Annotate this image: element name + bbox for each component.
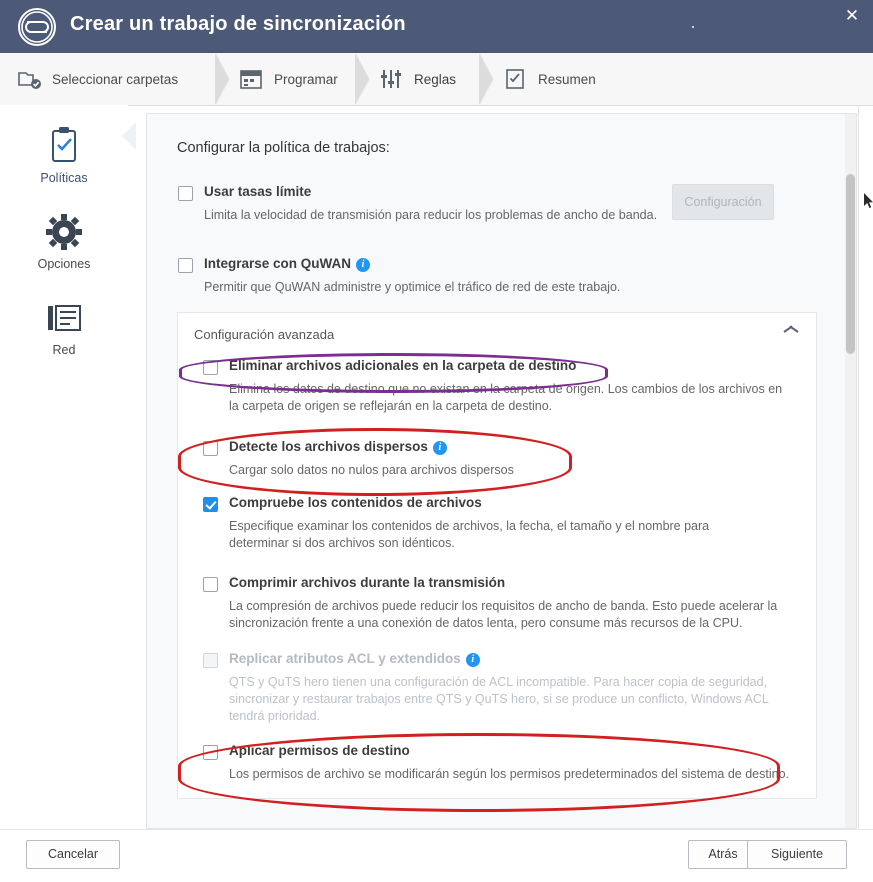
network-icon <box>0 297 128 339</box>
step-programar[interactable] <box>238 53 338 105</box>
step-label: Resumen <box>538 71 596 87</box>
step-label: Programar <box>274 71 338 87</box>
step-label: Reglas <box>414 71 457 87</box>
checkbox-integrarse-quwan[interactable] <box>178 258 193 273</box>
sliders-icon <box>378 66 404 92</box>
option-description: Especifique examinar los contenidos de archivos, la fecha, el tamaño y el nombre para determinar si dos archivos son idénticos. <box>229 519 710 550</box>
policy-panel <box>146 113 857 829</box>
step-separator <box>356 53 370 105</box>
title-bar <box>0 0 873 53</box>
sidebar-item-label: Red <box>52 343 76 357</box>
checkbox-usar-tasas-limite[interactable] <box>178 186 193 201</box>
panel-scrollbar-thumb[interactable] <box>846 174 855 354</box>
option-title: Aplicar permisos de destino <box>229 743 410 758</box>
wizard-steps <box>0 53 873 106</box>
sidebar-item-opciones[interactable] <box>0 211 128 271</box>
mouse-cursor-icon <box>864 193 872 207</box>
app-logo-icon <box>18 8 56 46</box>
sidebar-item-politicas[interactable] <box>0 125 128 185</box>
step-seleccionar-carpetas[interactable] <box>16 53 178 105</box>
gear-icon <box>0 211 128 253</box>
option-title <box>229 651 480 667</box>
active-section-caret <box>122 122 136 150</box>
footer-bar <box>0 829 873 882</box>
option-title <box>229 439 447 455</box>
option-title: Compruebe los contenidos de archivos <box>229 495 482 510</box>
panel-heading: Configurar la política de trabajos: <box>177 140 390 156</box>
option-description: Los permisos de archivo se modificarán según los permisos predeterminados del sistema de destino. <box>229 767 790 781</box>
step-label: Seleccionar carpetas <box>52 71 179 87</box>
option-description: Elimina los datos de destino que no existan en la carpeta de origen. Los cambios de los archivos en la carpeta de origen se reflejarán en la carpeta de destino. <box>229 382 783 413</box>
option-title-text: Integrarse con QuWAN <box>204 256 352 271</box>
option-description: Cargar solo datos no nulos para archivos dispersos <box>229 463 514 477</box>
checklist-icon <box>502 66 528 92</box>
checkbox-detecte-archivos-dispersos[interactable] <box>203 441 218 456</box>
option-description: Limita la velocidad de transmisión para reducir los problemas de ancho de banda. <box>204 208 658 222</box>
option-description: Permitir que QuWAN administre y optimice el tráfico de red de este trabajo. <box>204 280 621 294</box>
calendar-icon <box>238 66 264 92</box>
step-reglas[interactable] <box>378 53 456 105</box>
step-separator <box>216 53 230 105</box>
checkbox-compruebe-contenidos-archivos[interactable] <box>203 497 218 512</box>
info-icon[interactable]: i <box>466 653 480 667</box>
option-title <box>204 256 370 272</box>
advanced-heading: Configuración avanzada <box>194 327 335 342</box>
info-icon[interactable]: i <box>356 258 370 272</box>
sidebar-item-red[interactable] <box>0 297 128 357</box>
folder-select-icon <box>16 66 42 92</box>
info-icon[interactable]: i <box>433 441 447 455</box>
step-resumen[interactable] <box>502 53 596 105</box>
option-title: Eliminar archivos adicionales en la carpeta de destino <box>229 358 577 373</box>
window-title: Crear un trabajo de sincronización <box>70 13 406 35</box>
option-title-text: Detecte los archivos dispersos <box>229 439 428 454</box>
checkbox-aplicar-permisos-destino[interactable] <box>203 745 218 760</box>
chevron-up-icon[interactable] <box>784 331 798 339</box>
checkbox-eliminar-archivos-adicionales[interactable] <box>203 360 218 375</box>
clipboard-check-icon <box>0 125 128 167</box>
rate-limit-config-button[interactable]: Configuración <box>672 184 774 220</box>
option-title: Usar tasas límite <box>204 184 312 199</box>
option-title-text: Replicar atributos ACL y extendidos <box>229 651 461 666</box>
back-button[interactable]: Atrás <box>688 840 758 869</box>
sidebar-item-label: Opciones <box>37 257 91 271</box>
option-description: La compresión de archivos puede reducir los requisitos de ancho de banda. Esto puede acelerar la sincronización frente a una conexión de datos lenta, pero consume más recursos de la CPU. <box>229 599 778 630</box>
cancel-button[interactable]: Cancelar <box>26 840 120 869</box>
advanced-settings-box <box>177 312 817 799</box>
next-button[interactable]: Siguiente <box>747 840 847 869</box>
checkbox-comprimir-archivos[interactable] <box>203 577 218 592</box>
window-edge-divider <box>858 105 859 835</box>
close-icon[interactable]: ✕ <box>844 6 860 25</box>
sidebar <box>0 105 128 835</box>
titlebar-dot <box>692 26 694 28</box>
step-separator <box>480 53 494 105</box>
option-description: QTS y QuTS hero tienen una configuración de ACL incompatible. Para hacer copia de seguridad, sincronizar y restaurar trabajos entre QTS y QuTS hero, si se produce un conflicto, Windows ACL tendrá prioridad. <box>229 675 769 723</box>
sidebar-item-label: Políticas <box>40 171 88 185</box>
checkbox-replicar-atributos-acl <box>203 653 218 668</box>
option-title: Comprimir archivos durante la transmisión <box>229 575 506 590</box>
panel-scrollbar-track[interactable] <box>845 114 856 828</box>
